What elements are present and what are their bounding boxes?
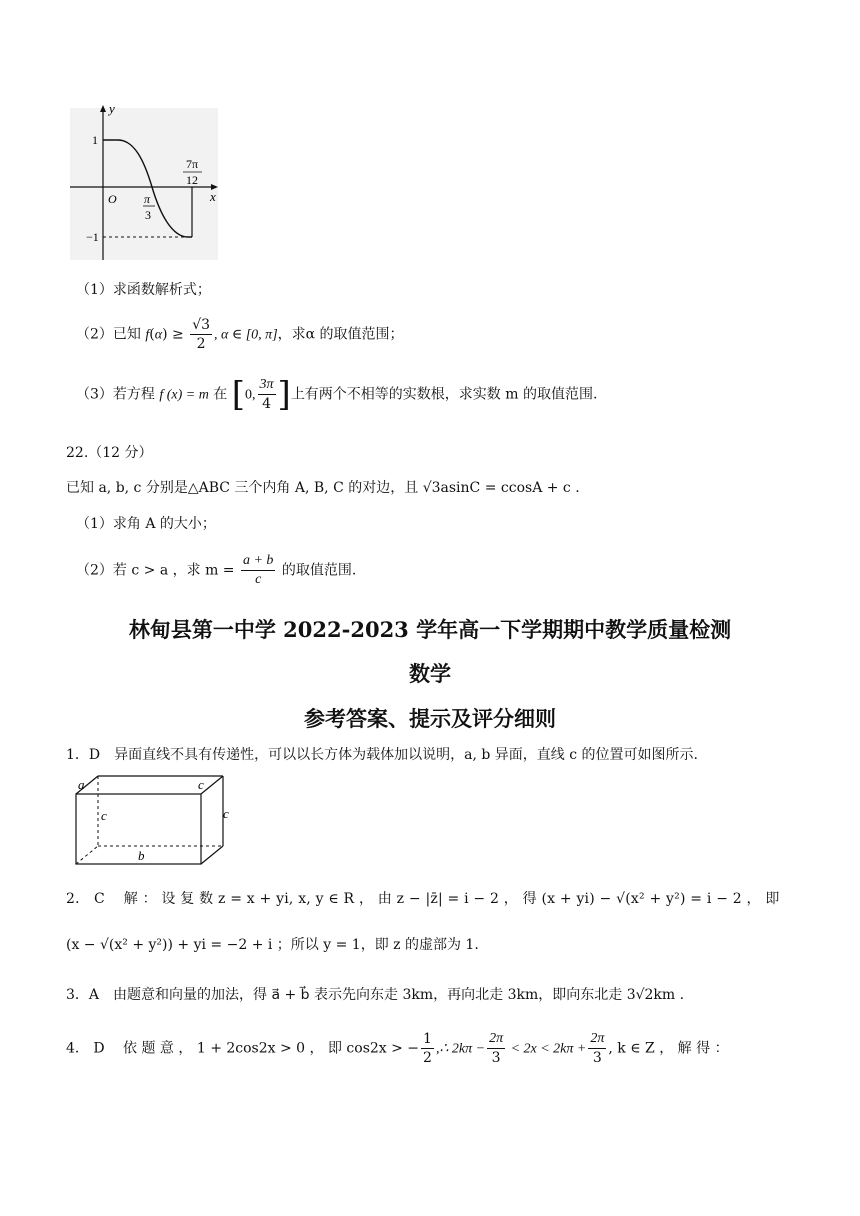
tick-7pi12-num: 7π [186, 157, 199, 171]
cuboid-figure [66, 772, 246, 868]
y-tick-neg1: −1 [86, 230, 99, 244]
answers-title: 参考答案、提示及评分细则 [304, 706, 556, 731]
cuboid-label-a: a [78, 777, 85, 792]
answer-2-line2: (x − √(x² + y²)) + yi = −2 + i ；所以 y = 1，即 z 的虚部为 1. [66, 937, 479, 953]
tick-pi3-num: π [144, 192, 151, 206]
answer-4: 4． D 依 题 意 ， 1 + 2cos2x > 0 ， 即 cos2x > − $\frac{1}{2}$ ,∴ 2kπ − $\frac{2\pi}{3}$ < 2x < 2kπ + $\frac{2\pi}{3}$ , k ∈ Z ， 解 得 ： [66, 1031, 729, 1066]
q21-part3: （3）若方程 f (x) = m 在 [0, $\frac{3\pi}{4}$ ]上有两个不相等的实数根，求实数 m 的取值范围. [76, 374, 598, 415]
cuboid-label-b: b [138, 848, 145, 863]
q22-part2: （2）若 c > a ，求 m = $\frac{a + b}{c}$ 的取值范围. [76, 553, 357, 587]
q22-stem: 已知 a, b, c 分别是△ABC 三个内角 A, B, C 的对边，且 √3asinC = ccosA + c . [66, 480, 580, 496]
q21-part2: （2）已知 f(α) ≥ $\frac{√3}{2}$ , α ∈ [0, π]，求α 的取值范围； [76, 317, 404, 352]
y-axis-label: y [109, 101, 115, 116]
y-tick-1: 1 [92, 133, 98, 147]
answer-1: 1．D 异面直线不具有传递性，可以以长方体为载体加以说明，a, b 异面，直线 c 的位置可如图所示. [66, 747, 698, 763]
tick-7pi12-den: 12 [186, 173, 198, 187]
cuboid-label-c-top: c [198, 777, 204, 792]
function-graph [66, 100, 226, 265]
answer-3: 3．A 由题意和向量的加法，得 a⃗ + b⃗ 表示先向东走 3km，再向北走 3km，即向东北走 3√2km . [66, 987, 685, 1003]
q22-header: 22.（12 分） [66, 445, 153, 461]
x-axis-label: x [210, 189, 216, 204]
answer-2-line1: 2． C 解 ： 设 复 数 z = x + yi, x, y ∈ R ， 由 z − |z̄| = i − 2 ， 得 (x + yi) − √(x² + y²) = i − 2 ， 即 [66, 891, 780, 907]
origin-label: O [108, 192, 117, 206]
cuboid-label-c-left: c [101, 808, 107, 823]
cuboid-label-c-right: c [223, 806, 229, 821]
tick-pi3-den: 3 [145, 208, 151, 222]
q21-part1: （1）求函数解析式； [76, 282, 211, 298]
q22-part1: （1）求角 A 的大小； [76, 516, 216, 532]
school-title: 林甸县第一中学 2022-2023 学年高一下学期期中教学质量检测 [128, 617, 732, 642]
subject-title: 数学 [409, 661, 451, 686]
